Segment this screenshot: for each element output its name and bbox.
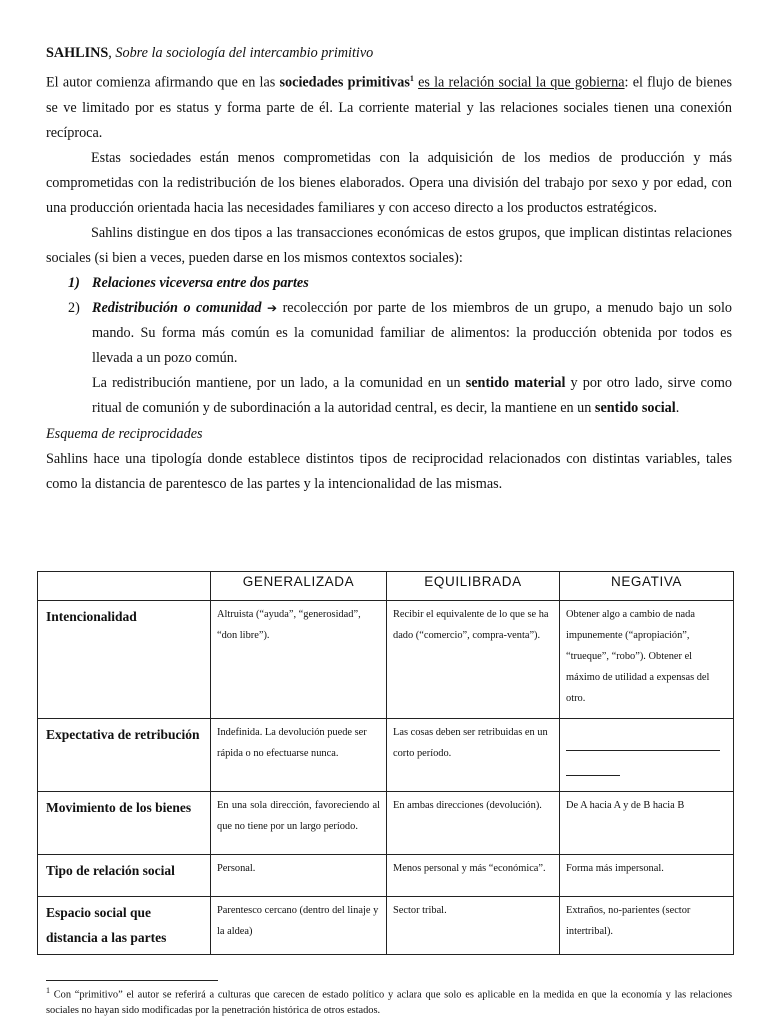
footnote bbox=[46, 983, 732, 1019]
cell-equilibrada: Menos personal y más “económica”. bbox=[387, 855, 560, 897]
table-row bbox=[38, 601, 734, 719]
paragraph-2: Estas sociedades están menos comprometidas con la adquisición de los medios de producción y más comprometidas con la redistribución de los bienes elaborados. Opera una división del trabajo por sexo y por edad, con una producción orientada hacia las necesidades familiares y con acceso directo a los productos estratégicos. bbox=[46, 149, 732, 216]
heading-separator: , bbox=[108, 45, 116, 61]
heading-author: SAHLINS bbox=[46, 45, 109, 61]
blank-fill-line bbox=[566, 750, 720, 751]
footnote-separator bbox=[46, 980, 218, 981]
scheme-title: Esquema de reciprocidades bbox=[46, 425, 203, 442]
list-item bbox=[46, 296, 732, 371]
table-header-row bbox=[38, 572, 734, 601]
document-body bbox=[46, 42, 732, 497]
table-header-cell bbox=[38, 572, 211, 601]
table-header-cell: EQUILIBRADA bbox=[387, 572, 560, 601]
list-item-title: Relaciones viceversa entre dos partes bbox=[92, 274, 309, 291]
table-row bbox=[38, 855, 734, 897]
document-heading bbox=[46, 42, 732, 64]
row-label: Intencionalidad bbox=[38, 601, 211, 719]
intro-text-end: : el flujo de bienes se ve limitado por es status y forma parte de él. La corriente material y las relaciones sociales tienen una conexión recíproca. bbox=[46, 74, 733, 141]
cell-negativa bbox=[560, 719, 734, 792]
sub-text-1: La redistribución mantiene, por un lado, a la comunidad en un bbox=[92, 374, 466, 391]
table-row bbox=[38, 897, 734, 955]
list-item-text: recolección por parte de los miembros de un grupo, a menudo bajo un solo mando. Su forma más común es la comunidad familiar de alimentos: la producción obtenida por todos es llevada a un pozo común. bbox=[92, 299, 733, 366]
cell-negativa: Extraños, no-parientes (sector intertribal). bbox=[560, 897, 734, 955]
cell-generalizada: Indefinida. La devolución puede ser rápida o no efectuarse nunca. bbox=[211, 719, 387, 792]
heading-subtitle: Sobre la sociología del intercambio primitivo bbox=[115, 45, 374, 61]
row-label: Movimiento de los bienes bbox=[38, 792, 211, 855]
intro-underlined-phrase: es la relación social la que gobierna bbox=[418, 74, 625, 91]
sub-bold-2: sentido social bbox=[594, 400, 676, 417]
footnote-ref: 1 bbox=[409, 74, 414, 83]
list-number: 2) bbox=[68, 299, 80, 316]
table-row bbox=[38, 719, 734, 792]
table-row bbox=[38, 792, 734, 855]
row-label: Espacio social que distancia a las partes bbox=[38, 897, 211, 955]
footnote-mark: 1 bbox=[46, 986, 50, 995]
table-header-cell: GENERALIZADA bbox=[211, 572, 387, 601]
redistribution-paragraph bbox=[46, 371, 732, 422]
cell-negativa: Obtener algo a cambio de nada impunemente (“apropiación”, “trueque”, “robo”). Obtener el máximo de utilidad a expensas del otro. bbox=[560, 601, 734, 719]
cell-generalizada: Altruista (“ayuda”, “generosidad”, “don libre”). bbox=[211, 601, 387, 719]
transaction-types-list bbox=[46, 271, 732, 371]
footnote-text: Con “primitivo” el autor se referirá a culturas que carecen de estado político y aclara que solo es aplicable en la medida en que la economía y las relaciones sociales no hayan sido modificadas por la penetración histórica de otros estados. bbox=[46, 989, 732, 1017]
paragraph-3: Sahlins distingue en dos tipos a las transacciones económicas de estos grupos, que implican distintas relaciones sociales (si bien a veces, pueden darse en los mismos contextos sociales): bbox=[46, 224, 732, 266]
cell-negativa: Forma más impersonal. bbox=[560, 855, 734, 897]
list-item bbox=[46, 271, 732, 296]
scheme-paragraph: Sahlins hace una tipología donde establece distintos tipos de reciprocidad relacionados con distintas variables, tales como la distancia de parentesco de las partes y la intencionalidad de las mismas. bbox=[46, 450, 732, 492]
sub-text-2: y por otro lado, sirve como ritual de comunión y de subordinación a la autoridad central, es decir, la mantiene en un bbox=[92, 374, 732, 417]
cell-equilibrada: Sector tribal. bbox=[387, 897, 560, 955]
row-label: Expectativa de retribución bbox=[38, 719, 211, 792]
list-number: 1) bbox=[68, 274, 80, 291]
arrow-right-icon: ➔ bbox=[267, 300, 278, 315]
reciprocity-table bbox=[37, 571, 734, 955]
cell-equilibrada: En ambas direcciones (devolución). bbox=[387, 792, 560, 855]
cell-generalizada: Parentesco cercano (dentro del linaje y la aldea) bbox=[211, 897, 387, 955]
table-header-cell: NEGATIVA bbox=[560, 572, 734, 601]
blank-fill-line bbox=[566, 775, 620, 776]
cell-generalizada: Personal. bbox=[211, 855, 387, 897]
cell-equilibrada: Recibir el equivalente de lo que se ha dado (“comercio”, compra-venta”). bbox=[387, 601, 560, 719]
cell-negativa: De A hacia A y de B hacia B bbox=[560, 792, 734, 855]
cell-generalizada: En una sola dirección, favoreciendo al que no tiene por un largo período. bbox=[211, 792, 387, 855]
intro-paragraph bbox=[46, 66, 732, 146]
row-label: Tipo de relación social bbox=[38, 855, 211, 897]
sub-text-3: . bbox=[675, 400, 680, 417]
intro-text-start: El autor comienza afirmando que en las bbox=[46, 74, 280, 91]
intro-bold-term: sociedades primitivas bbox=[279, 74, 410, 91]
list-item-title: Redistribución o comunidad bbox=[92, 299, 262, 316]
cell-equilibrada: Las cosas deben ser retribuidas en un corto período. bbox=[387, 719, 560, 792]
sub-bold-1: sentido material bbox=[465, 374, 566, 391]
